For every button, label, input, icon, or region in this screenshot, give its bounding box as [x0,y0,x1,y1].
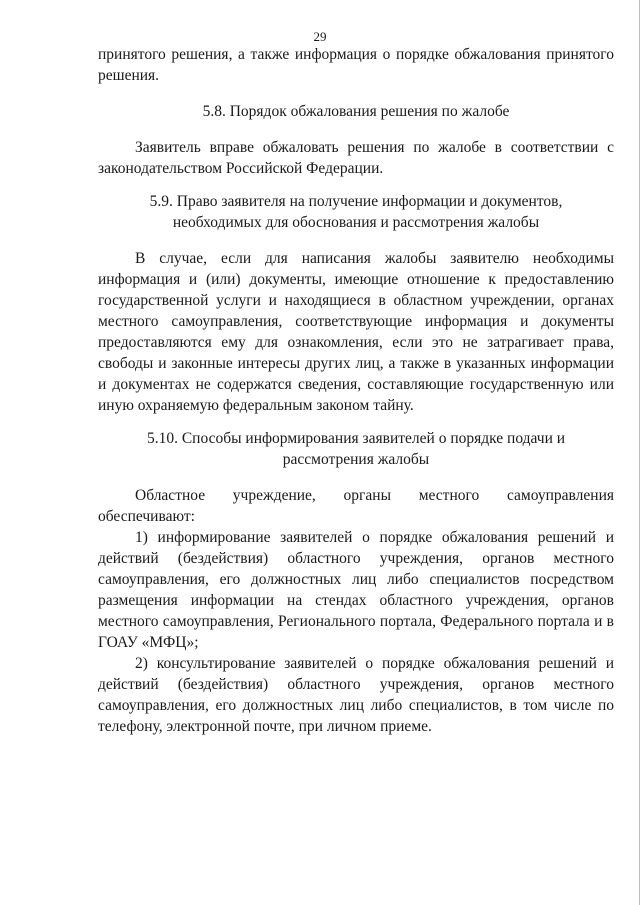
heading-5-10-line-1: 5.10. Способы информирования заявителей о порядке подачи и [146,430,566,447]
page-number: 29 [313,29,327,44]
list-item-consulting: 2) консультирование заявителей о порядке обжалования решений и действий (бездействия) областного учреждения, органов местного самоуправления, его должностных лиц либо специалистов, в том числе по телефону, электронной почте, при личном приеме. [98,655,614,735]
heading-5-8: 5.8. Порядок обжалования решения по жалобе [202,103,510,120]
heading-5-10 [98,428,614,470]
heading-5-9 [98,191,614,233]
heading-5-9-line-2: необходимых для обоснования и рассмотрения жалобы [172,214,540,231]
list-item-informing: 1) информирование заявителей о порядке обжалования решений и действий (бездействия) областного учреждения, органов местного самоуправления, его должностных лиц либо специалистов посредством размещения информации на стендах областного учреждения, органов местного самоуправления, Регионального портала, Федерального портала и в ГОАУ «МФЦ»; [98,529,614,651]
paragraph-provides: Областное учреждение, органы местного самоуправления обеспечивают: [98,487,614,525]
heading-5-10-line-2: рассмотрения жалобы [282,451,430,468]
paragraph-appeal-right: Заявитель вправе обжаловать решения по жалобе в соответствии с законодательством Российской Федерации. [98,139,614,177]
document-body [98,44,614,737]
paragraph-continuation: принятого решения, а также информация о порядке обжалования принятого решения. [98,46,614,84]
heading-5-9-line-1: 5.9. Право заявителя на получение информации и документов, [149,193,563,210]
paragraph-access-documents: В случае, если для написания жалобы заявителю необходимы информация и (или) документы, имеющие отношение к предоставлению государственной услуги и находящиеся в областном учреждении, органах местного самоуправления, соответствующие информация и документы предоставляются ему для ознакомления, если это не затрагивает права, свободы и законные интересы других лиц, а также в указанных информации и документах не содержатся сведения, составляющие государственную или иную охраняемую федеральным законом тайну. [98,250,614,414]
